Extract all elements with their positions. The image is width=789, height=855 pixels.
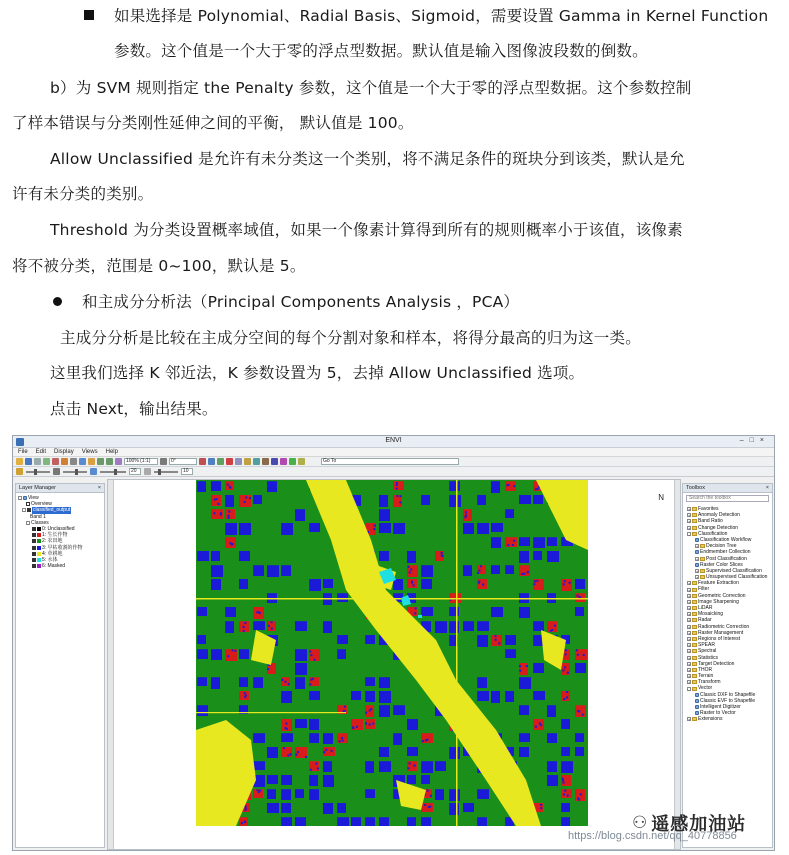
class-item[interactable] <box>18 563 104 569</box>
window-controls[interactable]: –□× <box>739 437 770 444</box>
toolbox-item-label: Regions of Interest <box>698 635 740 642</box>
para-allow-line1: Allow Unclassified 是允许有未分类这一个类别，将不满足条件的斑块分到该类，默认是允 <box>50 150 685 168</box>
select-icon[interactable] <box>79 458 86 465</box>
expand-icon[interactable]: + <box>688 606 691 612</box>
expand-icon[interactable]: + <box>688 667 691 673</box>
brightness-icon <box>16 468 23 475</box>
expand-icon[interactable]: + <box>688 587 691 593</box>
expand-icon[interactable]: + <box>688 630 691 636</box>
expand-icon[interactable]: + <box>688 680 691 686</box>
menu-views[interactable]: Views <box>81 449 98 455</box>
goto-select[interactable]: Go To <box>321 458 459 465</box>
roi-icon[interactable] <box>271 458 278 465</box>
image-view[interactable] <box>107 479 681 850</box>
tree-overview[interactable]: Overview <box>18 501 104 507</box>
toolbox-item-label: Radar <box>698 617 712 624</box>
toolbox-item-label: Supervised Classification <box>706 567 762 574</box>
toolbox-item-label: THOR <box>698 666 713 673</box>
class-checkbox[interactable] <box>32 558 36 562</box>
class-color-swatch <box>37 546 41 550</box>
toolbox-item-label: Raster Color Slices <box>700 561 743 568</box>
expand-icon[interactable]: + <box>688 581 691 587</box>
envi-window <box>12 435 775 851</box>
folder-icon <box>700 557 705 561</box>
envi-titlebar <box>13 436 774 448</box>
contrast-slider[interactable] <box>63 471 87 473</box>
class-checkbox[interactable] <box>32 527 36 531</box>
toolbox-item-label: Image Sharpening <box>698 598 739 605</box>
toolbox-item-label: Favorites <box>698 506 719 512</box>
expand-icon[interactable]: + <box>688 618 691 624</box>
view-left-scrollbar[interactable] <box>108 480 114 849</box>
square-bullet-icon <box>84 10 94 20</box>
tool-icon <box>695 693 699 697</box>
folder-icon <box>692 625 697 629</box>
envi-stretch-bar <box>13 467 774 477</box>
tool-icon <box>695 550 699 554</box>
view-icon <box>23 496 27 500</box>
profile-icon[interactable] <box>280 458 287 465</box>
class-color-swatch <box>37 558 41 562</box>
folder-icon <box>692 588 697 592</box>
folder-icon <box>700 544 705 548</box>
toolbox-item-label: Classification <box>698 530 728 537</box>
layer-icon[interactable] <box>43 458 50 465</box>
toolbox-item-label: LiDAR <box>698 605 713 611</box>
expand-icon[interactable]: + <box>688 513 691 519</box>
wechat-icon: ⚇ <box>632 813 648 833</box>
toolbox-item-label: Statistics <box>698 654 719 661</box>
class-label: 1: 生长作物 <box>42 532 68 539</box>
toolbox-item-label: Intelligent Digitizer <box>700 704 741 710</box>
para-b-line1: b）为 SVM 规则指定 the Penalty 参数，这个值是一个大于零的浮点型数据。这个参数控制 <box>50 79 692 97</box>
watermark-url: https://blog.csdn.net/qq_40778856 <box>568 830 737 842</box>
class-label: 5: 水体 <box>42 556 58 563</box>
folder-icon <box>692 631 697 635</box>
toolbox-item-label: Feature Extraction <box>698 580 739 587</box>
expand-icon[interactable]: + <box>696 568 699 574</box>
polygon-icon[interactable] <box>298 458 305 465</box>
folder-icon <box>692 600 697 604</box>
flicker-icon[interactable] <box>244 458 251 465</box>
toolbox-item-label: Endmember Collection <box>700 549 751 556</box>
folder-icon <box>692 618 697 622</box>
expand-icon[interactable]: - <box>688 686 690 692</box>
class-label: 6: Masked <box>42 563 66 570</box>
toolbox-item-label: Classification Workflow <box>700 536 752 543</box>
toolbox-item-label: Post Classification <box>706 555 747 562</box>
transparency-slider[interactable] <box>154 471 178 473</box>
para-allow-line2: 许有未分类的类别。 <box>12 185 154 203</box>
rotate-left-icon[interactable] <box>160 458 167 465</box>
tool-icon <box>695 538 699 542</box>
folder-icon <box>700 575 705 579</box>
class-checkbox[interactable] <box>32 564 36 568</box>
folder-icon <box>692 526 697 530</box>
expand-icon[interactable]: + <box>688 519 691 525</box>
toolbox-item-label: Extensions <box>698 716 723 723</box>
toolbox-tree <box>683 504 772 723</box>
zoom-select[interactable]: 100% (1:1) <box>124 458 158 465</box>
toolbox-item-label: Change Detection <box>698 524 739 531</box>
expand-icon[interactable]: + <box>688 717 691 723</box>
swipe-icon[interactable] <box>235 458 242 465</box>
toolbox-item-label: Radiometric Correction <box>698 623 750 630</box>
toolbox-item-label: Terrain <box>698 673 714 680</box>
para-threshold-line2: 将不被分类，范围是 0~100，默认是 5。 <box>12 257 306 275</box>
folder-icon <box>692 507 697 511</box>
toolbox-item-label: Vector <box>698 685 713 692</box>
tree-view[interactable]: - View <box>19 495 39 502</box>
toolbox-item-label: Geometric Correction <box>698 592 746 599</box>
north-arrow-icon: N <box>658 493 664 502</box>
measure-icon[interactable] <box>262 458 269 465</box>
expand-icon[interactable]: + <box>696 544 699 550</box>
folder-icon <box>692 612 697 616</box>
rotate-select[interactable]: 0° <box>169 458 197 465</box>
link-icon[interactable] <box>199 458 206 465</box>
para-threshold-line1: Threshold 为分类设置概率域值，如果一个像素计算得到所有的规则概率小于该值，该像素 <box>50 221 683 239</box>
toolbox-item-label: Transform <box>698 679 721 686</box>
save-icon[interactable] <box>25 458 32 465</box>
folder-icon <box>692 581 697 585</box>
folder-icon <box>692 668 697 672</box>
layer-manager-panel <box>15 483 105 848</box>
contrast-icon <box>53 468 60 475</box>
toolbox-item-label: Decision Tree <box>706 543 737 550</box>
layer-name: classified_output <box>33 507 71 514</box>
toolbox-panel <box>682 483 773 848</box>
cursor-value-icon[interactable] <box>226 458 233 465</box>
bullet1-line1: 如果选择是 Polynomial、Radial Basis、Sigmoid，需要设置 Gamma in Kernel Function <box>114 7 769 25</box>
zoom-out-icon[interactable] <box>106 458 113 465</box>
pan-icon[interactable] <box>88 458 95 465</box>
expand-icon[interactable]: + <box>696 575 699 581</box>
envi-menubar <box>13 448 774 457</box>
tree-band[interactable]: Band 1 <box>30 513 46 520</box>
toolbox-item-label: SPEAR <box>698 642 715 649</box>
class-color-swatch <box>37 533 41 537</box>
expand-icon[interactable]: + <box>688 649 691 655</box>
folder-icon <box>700 569 705 573</box>
stretch-value[interactable]: 20 <box>129 468 141 475</box>
class-checkbox[interactable] <box>32 539 36 543</box>
expand-icon[interactable]: + <box>688 655 691 661</box>
expand-icon[interactable]: + <box>688 674 691 680</box>
folder-icon <box>692 662 697 666</box>
class-color-swatch <box>37 527 41 531</box>
portal-icon[interactable] <box>253 458 260 465</box>
toolbox-item-label: Raster to Vector <box>700 710 736 717</box>
layer-manager-close-icon[interactable]: × <box>97 485 101 491</box>
folder-icon <box>692 637 697 641</box>
folder-icon <box>692 687 697 691</box>
para-b-line2: 了样本错误与分类刚性延伸之间的平衡， 默认值是 100。 <box>12 114 414 132</box>
class-label: 4: 草耕地 <box>42 550 63 557</box>
tree-classes[interactable]: - Classes <box>27 519 49 526</box>
class-label: 0: Unclassified <box>42 525 75 532</box>
expand-icon[interactable]: + <box>688 599 691 605</box>
annotation-icon[interactable] <box>61 458 68 465</box>
expand-icon[interactable]: + <box>688 637 691 643</box>
tool-icon <box>695 711 699 715</box>
folder-icon <box>692 532 697 536</box>
rotate-icon[interactable] <box>115 458 122 465</box>
para-next: 点击 Next，输出结果。 <box>50 400 218 418</box>
toolbox-title: Toolbox × <box>683 484 772 493</box>
folder-icon <box>692 717 697 721</box>
menu-file[interactable]: File <box>18 449 28 455</box>
menu-display[interactable]: Display <box>54 449 74 455</box>
toolbox-search-input[interactable]: Search the toolbox <box>686 495 769 502</box>
envi-window-title: ENVI <box>385 437 402 444</box>
watermark-name: 遥感加油站 <box>651 814 747 835</box>
toolbox-item-label: Mosaicking <box>698 611 724 618</box>
toolbox-item-label: Band Ratio <box>698 518 723 525</box>
spectral-icon[interactable] <box>289 458 296 465</box>
tool-icon <box>695 699 699 703</box>
menu-edit[interactable]: Edit <box>35 449 47 455</box>
expand-icon[interactable]: + <box>688 612 691 618</box>
toolbox-item-label: Target Detection <box>698 660 735 667</box>
expand-icon[interactable]: + <box>688 643 691 649</box>
sharpen-icon <box>90 468 97 475</box>
tree-layer[interactable]: - classified_output <box>23 507 71 514</box>
toolbox-item-label: Classic DXF to Shapefile <box>700 691 756 698</box>
layer-manager-title: Layer Manager × <box>16 484 104 493</box>
toolbox-close-icon[interactable]: × <box>765 485 769 491</box>
menu-help[interactable]: Help <box>105 449 118 455</box>
folder-icon <box>692 606 697 610</box>
folder-icon <box>692 656 697 660</box>
toolbox-item-label: Raster Management <box>698 629 744 636</box>
layer-tree <box>16 493 104 569</box>
layer-checkbox <box>27 508 31 512</box>
bullet1-line2: 参数。这个值是一个大于零的浮点型数据。默认值是输入图像波段数的倒数。 <box>114 42 648 60</box>
toolbox-item-label: Unsupervised Classification <box>706 574 768 581</box>
folder-icon <box>692 513 697 517</box>
folder-icon <box>692 674 697 678</box>
expand-icon[interactable]: + <box>688 593 691 599</box>
expand-icon[interactable]: + <box>688 624 691 630</box>
class-label: 3: 早枯收割的作物 <box>42 544 83 551</box>
view-right-scrollbar[interactable] <box>674 480 680 849</box>
folder-icon <box>692 594 697 598</box>
sharpen-slider[interactable] <box>100 471 126 473</box>
expand-icon[interactable]: + <box>688 661 691 667</box>
folder-icon <box>692 680 697 684</box>
class-label: 2: 农田地 <box>42 538 63 545</box>
transparency-icon <box>144 468 151 475</box>
toolbox-item[interactable] <box>685 716 772 722</box>
print-icon[interactable] <box>34 458 41 465</box>
folder-icon <box>692 649 697 653</box>
crosshair-icon[interactable] <box>70 458 77 465</box>
folder-icon <box>692 519 697 523</box>
envi-toolbar <box>13 457 774 467</box>
zoom-in-icon[interactable] <box>97 458 104 465</box>
class-color-swatch <box>37 539 41 543</box>
expand-icon[interactable]: + <box>696 556 699 562</box>
overview-checkbox <box>26 502 30 506</box>
class-checkbox[interactable] <box>32 546 36 550</box>
expand-icon[interactable]: - <box>688 531 690 537</box>
expand-icon[interactable]: + <box>688 507 691 513</box>
round-bullet-icon <box>53 297 62 306</box>
toolbox-item-label: Spectral <box>698 648 717 655</box>
tool-icon <box>695 705 699 709</box>
vector-icon[interactable] <box>52 458 59 465</box>
class-color-swatch <box>37 564 41 568</box>
expand-icon[interactable]: + <box>688 525 691 531</box>
envi-workspace <box>13 479 774 850</box>
para-knn: 这里我们选择 K 邻近法，K 参数设置为 5，去掉 Allow Unclassified 选项。 <box>50 364 585 382</box>
class-checkbox[interactable] <box>32 552 36 556</box>
toolbox-item-label: Anomaly Detection <box>698 512 740 519</box>
open-icon[interactable] <box>16 458 23 465</box>
class-checkbox[interactable] <box>32 533 36 537</box>
chip-icon[interactable] <box>217 458 224 465</box>
brightness-slider[interactable] <box>26 471 50 473</box>
folder-icon <box>692 643 697 647</box>
toolbox-item-label: Filter <box>698 586 710 593</box>
toolbox-item-label: Classic EVF to Shapefile <box>700 697 756 704</box>
class-color-swatch <box>37 552 41 556</box>
para-pca: 主成分分析是比较在主成分空间的每个分割对象和样本，将得分最高的归为这一类。 <box>60 329 641 347</box>
transparency-value[interactable]: 10 <box>181 468 193 475</box>
grid-icon[interactable] <box>208 458 215 465</box>
classification-map-image <box>196 480 588 826</box>
bullet2-text: 和主成分分析法（Principal Components Analysis ，PCA） <box>82 293 520 311</box>
tool-icon <box>695 563 699 567</box>
classification-map[interactable] <box>196 480 588 826</box>
